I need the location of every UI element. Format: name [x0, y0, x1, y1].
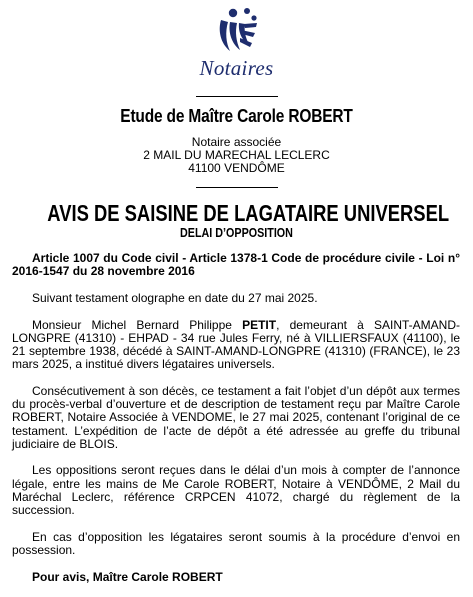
testament-paragraph: Suivant testament olographe en date du 27 mai 2025.: [32, 290, 318, 305]
depot-paragraph: Consécutivement à son décès, ce testament a fait l’objet d’un dépôt aux termes du procès-verbal d’ouverture et de description de testament reçu par Maître Carole ROBERT, Notaire Associée à VENDOME, le 27 mai 2025, contenant l’original de ce testament. L’expédition de l’acte de dépôt a été adressée au greffe du tribunal judiciaire de BLOIS.: [12, 383, 460, 451]
notaires-logo: [0, 6, 473, 81]
envoi-paragraph: En cas d’opposition les légataires seront soumis à la procédure d’envoi en possession.: [12, 529, 460, 557]
etude-title: Etude de Maître Carole ROBERT: [120, 106, 353, 126]
notice-title: AVIS DE SAISINE DE LAGATAIRE UNIVERSEL: [47, 200, 450, 226]
notaires-logo-icon: [211, 6, 263, 58]
notary-address-block: [0, 136, 473, 175]
defunt-prefix: Monsieur Michel Bernard Philippe: [32, 317, 243, 332]
middle-rule: [196, 187, 278, 188]
defunt-suffix: , demeurant à SAINT-AMAND-LONGPRE (41310) - EHPAD - 34 rue Jules Ferry, né à VILLIERSFAUX (41100), le 21 septembre 1938, décédé à SAINT-AMAND-LONGPRE (41310) (FRANCE), le 23 mars 2025, a institué divers légataires universels.: [12, 317, 460, 372]
notary-role: Notaire associée: [191, 135, 282, 149]
defunt-paragraph: [12, 319, 460, 372]
top-rule: [196, 96, 278, 97]
notice-body: [12, 252, 460, 597]
notice-subtitle: DELAI D’OPPOSITION: [180, 226, 293, 240]
logo-text: Notaires: [199, 56, 274, 80]
notary-city: 41100 VENDÔME: [188, 161, 285, 175]
notary-street: 2 MAIL DU MARECHAL LECLERC: [143, 148, 330, 162]
articles-paragraph: Article 1007 du Code civil - Article 1378-1 Code de procédure civile - Loi n° 2016-1547 du 28 novembre 2016: [12, 251, 460, 279]
defunt-name: PETIT: [242, 317, 277, 332]
oppositions-paragraph: Les oppositions seront reçues dans le délai d’un mois à compter de l’annonce légale, entre les mains de Me Carole ROBERT, Notaire à VENDÔME, 2 Mail du Maréchal Leclerc, référence CRPCEN 41072, chargé du règlement de la succession.: [12, 463, 460, 518]
signature: Pour avis, Maître Carole ROBERT: [32, 569, 223, 584]
